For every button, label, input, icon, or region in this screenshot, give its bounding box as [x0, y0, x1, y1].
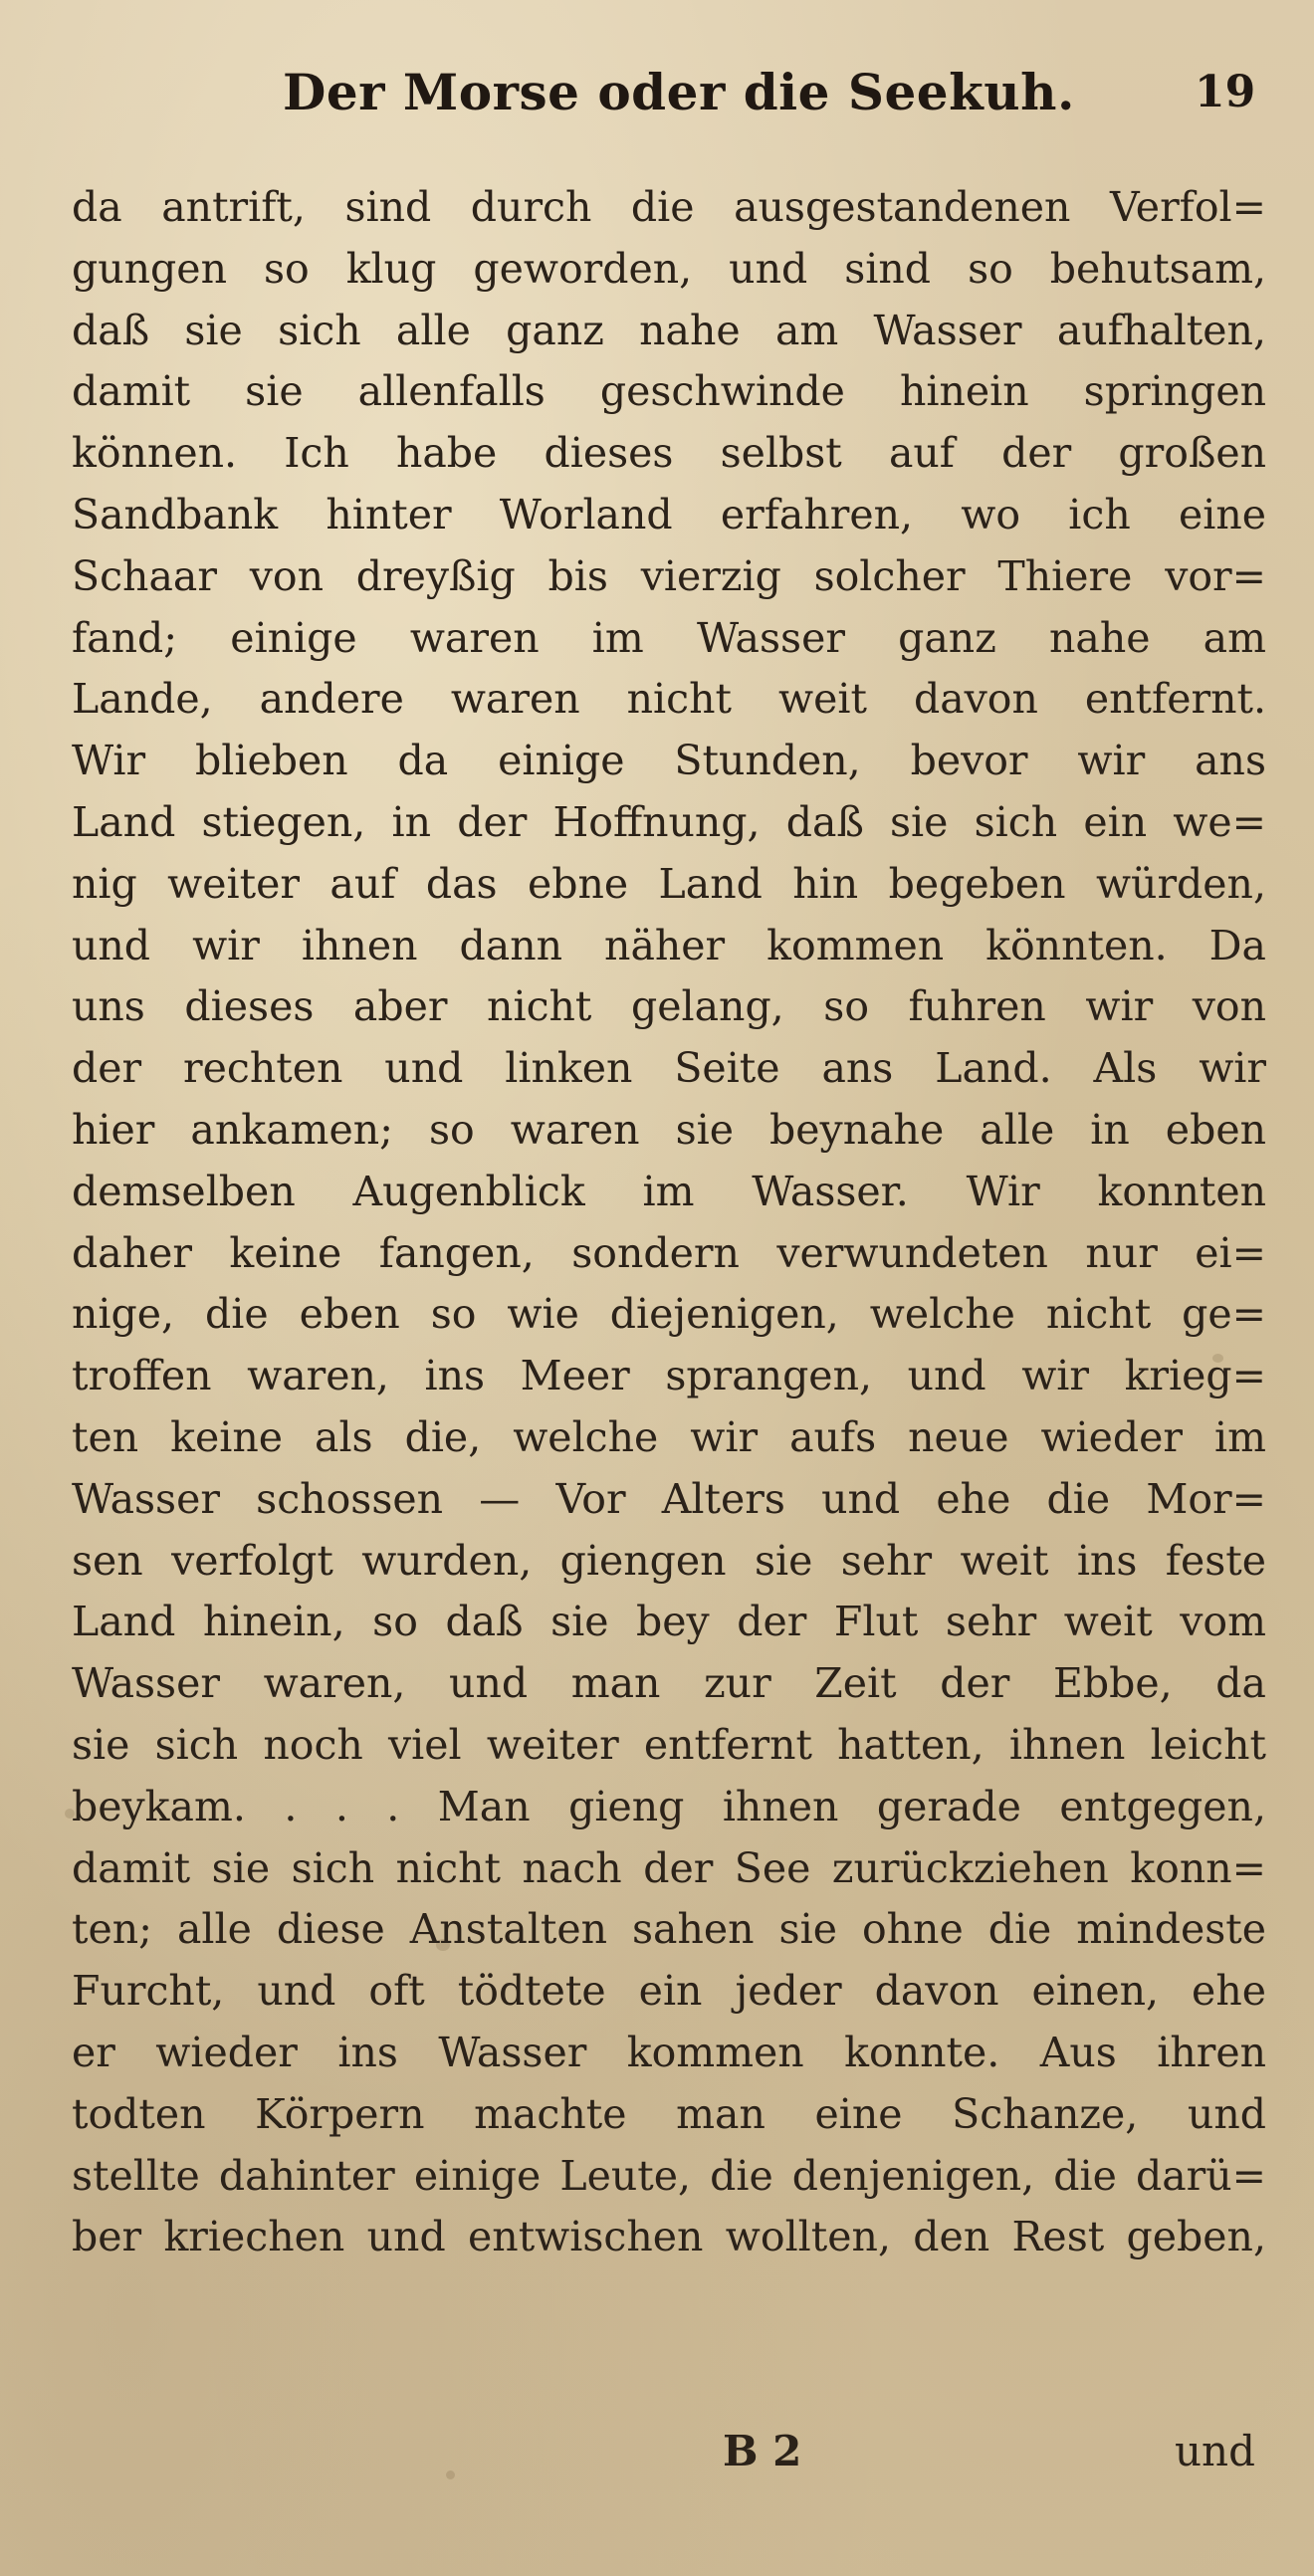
text-line: stellte dahinter einige Leute, die denjenigen, die darü= [72, 2151, 1266, 2200]
text-line: Furcht, und oft tödtete ein jeder davon einen, ehe [72, 1967, 1266, 2016]
text-line: damit sie allenfalls geschwinde hinein springen [72, 367, 1266, 416]
text-line: daß sie sich alle ganz nahe am Wasser aufhalten, [72, 306, 1266, 354]
page-number: 19 [1195, 67, 1256, 117]
text-line: uns dieses aber nicht gelang, so fuhren wir von [72, 982, 1266, 1031]
text-line: gungen so klug geworden, und sind so behutsam, [72, 244, 1266, 293]
text-line: Lande, andere waren nicht weit davon entfernt. [72, 675, 1266, 724]
body-text [72, 177, 1266, 2268]
text-line: der rechten und linken Seite ans Land. Als wir [72, 1044, 1266, 1093]
text-line: da antrift, sind durch die ausgestandenen Verfol= [72, 183, 1266, 231]
text-line: fand; einige waren im Wasser ganz nahe am [72, 613, 1266, 662]
text-line: nige, die eben so wie diejenigen, welche nicht ge= [72, 1290, 1266, 1339]
text-line: Schaar von dreyßig bis vierzig solcher Thiere vor= [72, 551, 1266, 600]
text-line: er wieder ins Wasser kommen konnte. Aus ihren [72, 2028, 1266, 2076]
text-line: beykam. . . . Man gieng ihnen gerade entgegen, [72, 1782, 1266, 1830]
text-line: ten; alle diese Anstalten sahen sie ohne die mindeste [72, 1905, 1266, 1954]
text-line: ten keine als die, welche wir aufs neue wieder im [72, 1412, 1266, 1461]
text-line: Land stiegen, in der Hoffnung, daß sie sich ein we= [72, 797, 1266, 846]
text-line: Sandbank hinter Worland erfahren, wo ich eine [72, 490, 1266, 538]
text-line: todten Körpern machte man eine Schanze, und [72, 2089, 1266, 2138]
text-line: Land hinein, so daß sie bey der Flut sehr weit vom [72, 1598, 1266, 1646]
page-footer [0, 2421, 1314, 2482]
text-line: troffen waren, ins Meer sprangen, und wir krieg= [72, 1352, 1266, 1400]
text-line: können. Ich habe dieses selbst auf der großen [72, 429, 1266, 478]
text-line: Wasser schossen — Vor Alters und ehe die Mor= [72, 1474, 1266, 1523]
text-line: ber kriechen und entwischen wollten, den Rest geben, [72, 2213, 1266, 2261]
text-line: Wasser waren, und man zur Zeit der Ebbe, da [72, 1659, 1266, 1708]
catchword: und [1175, 2427, 1255, 2475]
text-line: nig weiter auf das ebne Land hin begeben würden, [72, 859, 1266, 908]
signature-mark: B 2 [723, 2427, 802, 2475]
text-line: sen verfolgt wurden, giengen sie sehr weit ins feste [72, 1536, 1266, 1585]
text-line: daher keine fangen, sondern verwundeten nur ei= [72, 1228, 1266, 1277]
text-line: Wir blieben da einige Stunden, bevor wir ans [72, 737, 1266, 785]
text-line: damit sie sich nicht nach der See zurückziehen konn= [72, 1843, 1266, 1892]
text-line: und wir ihnen dann näher kommen könnten. Da [72, 921, 1266, 969]
text-line: sie sich noch viel weiter entfernt hatten, ihnen leicht [72, 1720, 1266, 1769]
text-line: hier ankamen; so waren sie beynahe alle in eben [72, 1105, 1266, 1154]
page-header [0, 58, 1314, 127]
running-head: Der Morse oder die Seekuh. [283, 63, 1075, 121]
text-line: demselben Augenblick im Wasser. Wir konnten [72, 1167, 1266, 1215]
